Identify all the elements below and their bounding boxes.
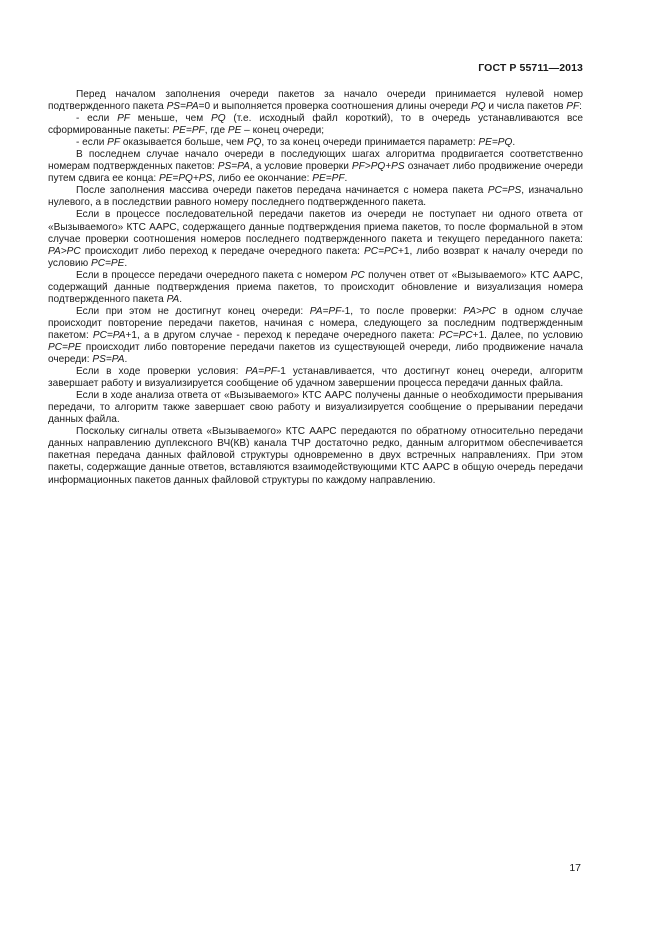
text-run: +1, а в другом случае - переход к передаче очередного пакета:	[125, 329, 439, 341]
formula-text: PA=PF	[309, 305, 342, 317]
text-run: -1 устанавливается, что достигнут конец очереди, алгоритм завершает работу и визуализируется сообщение об удачном завершении процесса передачи данных файла.	[48, 366, 583, 390]
text-run: .	[344, 173, 348, 185]
formula-text: PF	[107, 137, 121, 149]
text-run: -1, то после проверки:	[341, 305, 464, 317]
text-run: , либо ее окончание:	[212, 173, 313, 185]
paragraph	[48, 113, 583, 137]
paragraph	[48, 137, 583, 149]
text-run: .	[179, 293, 183, 305]
formula-text: PE	[227, 125, 242, 137]
formula-text: PF	[566, 101, 580, 113]
formula-text: PE=PQ	[478, 137, 513, 149]
text-run: +1, либо возврат к началу очереди по условию	[48, 245, 583, 269]
formula-text: PC=PA	[92, 329, 126, 341]
text-run: Если в процессе передачи очередного пакета с номером	[76, 269, 351, 281]
formula-text: PQ	[246, 137, 262, 149]
text-run: - если	[76, 113, 118, 125]
text-run: происходит либо переход к передаче очередного пакета:	[80, 245, 365, 257]
text-run: происходит либо повторение передачи пакетов из существующей очереди, либо продвижение начала очереди:	[48, 341, 583, 366]
text-run: , а условие проверки	[249, 161, 352, 173]
formula-text: PA>PC	[463, 305, 496, 317]
text-run: и числа пакетов	[485, 101, 567, 113]
formula-text: PF>PQ+PS	[351, 161, 405, 173]
text-run: +1. Далее, по условию	[472, 329, 583, 341]
paragraph	[48, 89, 583, 113]
formula-text: PA>PC	[48, 245, 81, 257]
text-run: Если при этом не достигнут конец очереди:	[76, 305, 310, 317]
paragraph	[48, 185, 583, 209]
text-run: , где	[204, 125, 228, 137]
paragraph	[48, 149, 583, 185]
formula-text: PE=PF	[172, 125, 205, 137]
page-number: 17	[569, 862, 581, 874]
text-run: получен ответ от «Вызываемого» КТС ААРС, содержащий данные подтверждения приема пакетов, то происходит обновление и визуализация номера подтвержденного пакета	[48, 269, 583, 305]
formula-text: PC=PS	[487, 185, 522, 197]
text-run: Если в ходе проверки условия:	[76, 366, 246, 378]
text-run: :	[579, 101, 582, 113]
text-run: =0 и выполняется проверка соотношения длины очереди	[198, 101, 471, 113]
text-run: Если в процессе последовательной передачи пакетов из очереди не поступает ни одного ответа от «Вызываемого» КТС ААРС, содержащего данные подтверждения приема пакетов, то после формальной в этом случае проверки соотношения номеров последнего подтвержденного пакета и текущего переданного пакета:	[48, 209, 583, 245]
formula-text: PE=PF	[312, 173, 345, 185]
text-run: В последнем случае начало очереди в последующих шагах алгоритма продвигается соответственно номерам подтвержденных пакетов:	[48, 149, 583, 173]
paragraph	[48, 270, 583, 306]
formula-text: PC=PC	[438, 329, 473, 341]
text-run: в одном случае происходит повторение передачи пакетов, начиная с номера, следующего за последним подтвержденным пакетом:	[48, 305, 583, 341]
formula-text: PS=PA	[166, 101, 199, 113]
paragraph	[48, 306, 583, 366]
formula-text: PC=PE	[90, 257, 125, 269]
text-run: оказывается больше, чем	[120, 137, 247, 149]
formula-text: PA=PF	[245, 366, 277, 378]
text-run: , изначально нулевого, а в последствии равного номеру последнего подтвержденного пакета.	[48, 185, 583, 209]
formula-text: PS=PA	[217, 161, 250, 173]
text-run: Поскольку сигналы ответа «Вызываемого» КТС ААРС передаются по обратному относительно передачи данных направлению дуплексного ВЧ(КВ) канала ТЧР достаточно редко, данным алгоритмом обеспечивается пакетная передача данных файловой структуры одновременно в двух встречных направлениях. При этом пакеты, содержащие данные ответов, вставляются взаимодействующими КТС ААРС в общую очередь передачи информационных пакетов данных файловой структуры по каждому направлению.	[48, 426, 583, 486]
formula-text: PE=PQ+PS	[158, 173, 213, 185]
text-run: Перед началом заполнения очереди пакетов за начало очереди принимается нулевой номер подтвержденного пакета	[48, 89, 583, 113]
text-run: .	[124, 354, 128, 366]
page-header: ГОСТ Р 55711—2013	[478, 62, 583, 74]
formula-text: PS=PA	[92, 354, 125, 366]
paragraph	[48, 366, 583, 390]
body-text	[48, 89, 583, 487]
text-run: , то за конец очереди принимается параметр:	[261, 137, 479, 149]
text-run: меньше, чем	[129, 113, 211, 125]
formula-text: PC	[350, 269, 365, 281]
formula-text: PC=PE	[48, 341, 82, 353]
formula-text: PC=PC	[364, 245, 398, 257]
text-run: - если	[76, 137, 108, 149]
text-run: означает либо продвижение очереди путем сдвига ее конца:	[48, 161, 583, 185]
formula-text: PQ	[210, 113, 226, 125]
paragraph	[48, 426, 583, 486]
formula-text: PF	[117, 113, 130, 125]
formula-text: PA	[166, 293, 180, 305]
text-run: – конец очереди;	[241, 125, 325, 137]
formula-text: PQ	[470, 101, 486, 113]
paragraph	[48, 209, 583, 269]
text-run: После заполнения массива очереди пакетов передача начинается с номера пакета	[76, 185, 488, 197]
text-run: .	[512, 137, 516, 149]
text-run: (т.е. исходный файл короткий), то в очередь устанавливаются все сформированные пакеты:	[48, 113, 583, 137]
text-run: .	[124, 257, 128, 269]
text-run: Если в ходе анализа ответа от «Вызываемого» КТС ААРС получены данные о необходимости прерывания передачи, то алгоритм также завершает свою работу и визуализируется сообщение о прерывании передачи данных файла.	[48, 390, 583, 426]
paragraph	[48, 390, 583, 426]
